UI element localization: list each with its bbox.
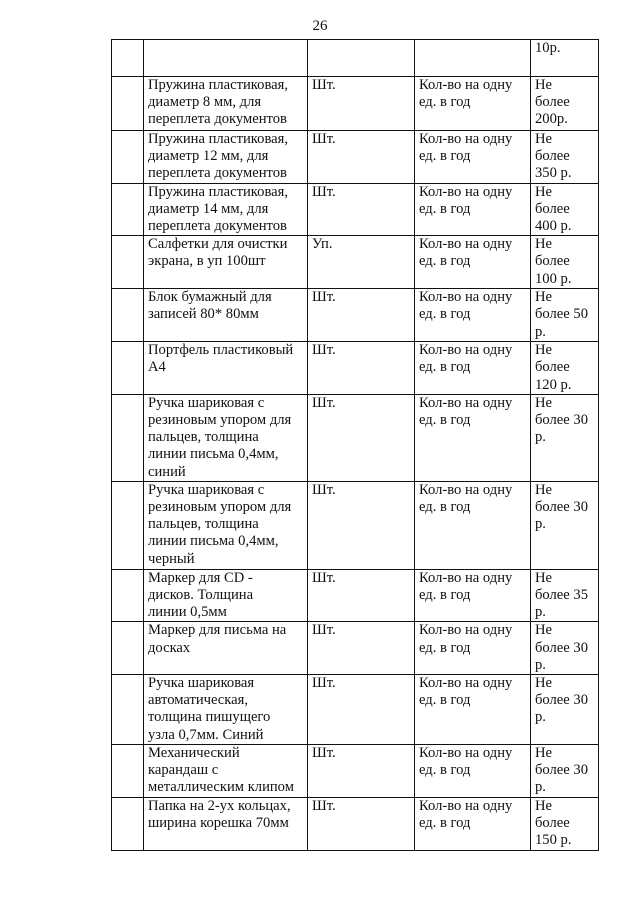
price-cell xyxy=(531,394,599,481)
table-row xyxy=(112,675,599,745)
cell-text: Шт. xyxy=(312,394,336,411)
cell-line: ед. в год xyxy=(419,692,471,709)
cell-text: Шт. xyxy=(312,622,336,639)
cell-line: Кол-во на одну xyxy=(419,77,513,93)
cell-line: более xyxy=(535,814,570,831)
cell-line: 200р. xyxy=(535,111,568,128)
cell-line: А4 xyxy=(148,359,166,376)
table-row xyxy=(112,40,599,77)
quantity-cell xyxy=(415,77,531,131)
cell-line: толщина пишущего xyxy=(148,709,271,726)
table-body xyxy=(112,40,599,851)
cell-line: р. xyxy=(535,779,546,796)
cell-line: Кол-во на одну xyxy=(419,236,513,253)
cell-line: Кол-во на одну xyxy=(419,342,513,359)
row-number-cell xyxy=(112,289,144,342)
cell-line: Маркер для письма на xyxy=(148,622,287,639)
cell-text: Уп. xyxy=(312,236,333,253)
quantity-cell xyxy=(415,569,531,622)
unit-cell xyxy=(308,77,415,131)
cell-line: Ручка шариковая с xyxy=(148,394,265,411)
cell-line: Портфель пластиковый xyxy=(148,342,294,359)
cell-line: р. xyxy=(535,323,546,340)
cell-line: экрана, в уп 100шт xyxy=(148,253,266,270)
cell-line: Не xyxy=(535,183,553,200)
cell-line: ед. в год xyxy=(419,94,471,111)
cell-line: ед. в год xyxy=(419,412,471,429)
row-number-cell xyxy=(112,797,144,850)
cell-line: ширина корешка 70мм xyxy=(148,814,289,831)
table-row xyxy=(112,342,599,395)
cell-line: Блок бумажный для xyxy=(148,289,272,306)
item-name-cell xyxy=(144,236,308,289)
cell-line: ед. в год xyxy=(419,814,471,831)
cell-line: р. xyxy=(535,709,546,726)
cell-line: ед. в год xyxy=(419,639,471,656)
cell-line: ед. в год xyxy=(419,359,471,376)
table-row xyxy=(112,77,599,131)
unit-cell xyxy=(308,394,415,481)
item-name-cell xyxy=(144,675,308,745)
cell-line: линии 0,5мм xyxy=(148,604,227,621)
table-row xyxy=(112,797,599,850)
row-number-cell xyxy=(112,183,144,236)
cell-line: Кол-во на одну xyxy=(419,569,513,586)
unit-cell xyxy=(308,40,415,77)
cell-text: Шт. xyxy=(312,675,336,692)
item-name-cell xyxy=(144,745,308,798)
row-number-cell xyxy=(112,622,144,675)
cell-line: ед. в год xyxy=(419,253,471,270)
cell-line: более xyxy=(535,200,570,217)
item-name-cell xyxy=(144,797,308,850)
item-name-cell xyxy=(144,289,308,342)
quantity-cell xyxy=(415,183,531,236)
price-cell xyxy=(531,622,599,675)
quantity-cell xyxy=(415,342,531,395)
cell-line: узла 0,7мм. Синий xyxy=(148,726,264,743)
cell-line: переплета документов xyxy=(148,165,287,182)
row-number-cell xyxy=(112,342,144,395)
table-row xyxy=(112,481,599,569)
cell-line: р. xyxy=(535,516,546,533)
cell-line: Кол-во на одну xyxy=(419,131,513,147)
cell-line: диаметр 8 мм, для xyxy=(148,94,262,111)
price-cell xyxy=(531,77,599,131)
cell-line: Пружина пластиковая, xyxy=(148,183,288,200)
cell-line: Не xyxy=(535,236,553,253)
quantity-cell xyxy=(415,622,531,675)
cell-line: более 30 xyxy=(535,762,589,779)
cell-line: ед. в год xyxy=(419,148,471,165)
cell-line: досках xyxy=(148,639,191,656)
unit-cell xyxy=(308,236,415,289)
row-number-cell xyxy=(112,40,144,77)
price-cell xyxy=(531,569,599,622)
cell-line: Кол-во на одну xyxy=(419,675,513,692)
cell-line: Пружина пластиковая, xyxy=(148,77,288,93)
row-number-cell xyxy=(112,394,144,481)
cell-line: линии письма 0,4мм, xyxy=(148,533,279,550)
unit-cell xyxy=(308,797,415,850)
cell-line: резиновым упором для xyxy=(148,499,292,516)
price-cell xyxy=(531,675,599,745)
cell-line: 120 р. xyxy=(535,376,572,393)
cell-line: Не xyxy=(535,569,553,586)
table-row xyxy=(112,569,599,622)
cell-line: Не xyxy=(535,675,553,692)
unit-cell xyxy=(308,569,415,622)
price-cell xyxy=(531,797,599,850)
unit-cell xyxy=(308,622,415,675)
page-number: 26 xyxy=(312,18,328,34)
table-row xyxy=(112,394,599,481)
cell-line: переплета документов xyxy=(148,218,287,235)
price-cell xyxy=(531,342,599,395)
cell-line: более 30 xyxy=(535,412,589,429)
unit-cell xyxy=(308,675,415,745)
unit-cell xyxy=(308,342,415,395)
cell-line: ед. в год xyxy=(419,200,471,217)
cell-line: р. xyxy=(535,604,546,621)
row-number-cell xyxy=(112,569,144,622)
cell-text: Шт. xyxy=(312,131,336,147)
item-name-cell xyxy=(144,40,308,77)
table-row xyxy=(112,131,599,184)
cell-line: 10р. xyxy=(535,40,561,56)
table-row xyxy=(112,236,599,289)
cell-line: черный xyxy=(148,550,195,567)
cell-text: Шт. xyxy=(312,569,336,586)
cell-line: Не xyxy=(535,131,553,147)
cell-line: Не xyxy=(535,481,553,498)
quantity-cell xyxy=(415,40,531,77)
table-row xyxy=(112,745,599,798)
price-cell xyxy=(531,183,599,236)
cell-line: Салфетки для очистки xyxy=(148,236,288,253)
cell-text: Шт. xyxy=(312,342,336,359)
row-number-cell xyxy=(112,236,144,289)
cell-line: 350 р. xyxy=(535,165,572,182)
cell-line: Ручка шариковая с xyxy=(148,481,265,498)
cell-line: более 30 xyxy=(535,692,589,709)
cell-text: Шт. xyxy=(312,183,336,200)
row-number-cell xyxy=(112,745,144,798)
item-name-cell xyxy=(144,131,308,184)
row-number-cell xyxy=(112,77,144,131)
cell-line: диаметр 12 мм, для xyxy=(148,148,269,165)
cell-line: более 30 xyxy=(535,639,589,656)
cell-line: дисков. Толщина xyxy=(148,587,254,604)
cell-line: Кол-во на одну xyxy=(419,289,513,306)
unit-cell xyxy=(308,183,415,236)
quantity-cell xyxy=(415,131,531,184)
cell-text: Шт. xyxy=(312,745,336,762)
quantity-cell xyxy=(415,481,531,569)
cell-line: Ручка шариковая xyxy=(148,675,255,692)
cell-line: Механический xyxy=(148,745,240,762)
cell-line: Не xyxy=(535,745,553,762)
cell-line: Пружина пластиковая, xyxy=(148,131,288,147)
table-row xyxy=(112,622,599,675)
unit-cell xyxy=(308,289,415,342)
price-cell xyxy=(531,236,599,289)
quantity-cell xyxy=(415,394,531,481)
cell-line: Маркер для CD - xyxy=(148,569,253,586)
item-name-cell xyxy=(144,183,308,236)
cell-line: ед. в год xyxy=(419,587,471,604)
price-cell xyxy=(531,481,599,569)
cell-line: Не xyxy=(535,797,553,814)
cell-line: р. xyxy=(535,656,546,673)
cell-line: ед. в год xyxy=(419,762,471,779)
cell-line: Папка на 2-ух кольцах, xyxy=(148,797,291,814)
cell-text: Шт. xyxy=(312,481,336,498)
cell-line: Кол-во на одну xyxy=(419,797,513,814)
price-cell xyxy=(531,40,599,77)
item-name-cell xyxy=(144,481,308,569)
cell-line: Кол-во на одну xyxy=(419,183,513,200)
item-name-cell xyxy=(144,569,308,622)
cell-line: Не xyxy=(535,394,553,411)
cell-line: более xyxy=(535,253,570,270)
quantity-cell xyxy=(415,289,531,342)
cell-line: более 35 xyxy=(535,587,589,604)
table-row xyxy=(112,289,599,342)
cell-text: Шт. xyxy=(312,289,336,306)
cell-line: Не xyxy=(535,622,553,639)
supplies-table xyxy=(111,39,599,851)
cell-line: 150 р. xyxy=(535,832,572,849)
quantity-cell xyxy=(415,675,531,745)
item-name-cell xyxy=(144,77,308,131)
cell-line: Кол-во на одну xyxy=(419,622,513,639)
cell-line: р. xyxy=(535,429,546,446)
cell-line: более 30 xyxy=(535,499,589,516)
quantity-cell xyxy=(415,797,531,850)
cell-line: переплета документов xyxy=(148,111,287,128)
price-cell xyxy=(531,745,599,798)
cell-line: Не xyxy=(535,289,553,306)
cell-line: автоматическая, xyxy=(148,692,248,709)
cell-line: более xyxy=(535,148,570,165)
cell-line: резиновым упором для xyxy=(148,412,292,429)
row-number-cell xyxy=(112,131,144,184)
cell-line: пальцев, толщина xyxy=(148,429,259,446)
cell-line: Кол-во на одну xyxy=(419,394,513,411)
cell-line: карандаш с xyxy=(148,762,219,779)
item-name-cell xyxy=(144,394,308,481)
quantity-cell xyxy=(415,745,531,798)
cell-text: Шт. xyxy=(312,797,336,814)
cell-line: металлическим клипом xyxy=(148,779,294,796)
quantity-cell xyxy=(415,236,531,289)
cell-line: пальцев, толщина xyxy=(148,516,259,533)
cell-line: Не xyxy=(535,77,553,93)
cell-line: более xyxy=(535,94,570,111)
unit-cell xyxy=(308,131,415,184)
cell-line: 400 р. xyxy=(535,218,572,235)
unit-cell xyxy=(308,481,415,569)
cell-text: Шт. xyxy=(312,77,336,93)
cell-line: Кол-во на одну xyxy=(419,745,513,762)
row-number-cell xyxy=(112,481,144,569)
cell-line: ед. в год xyxy=(419,499,471,516)
cell-line: записей 80* 80мм xyxy=(148,306,259,323)
cell-line: Кол-во на одну xyxy=(419,481,513,498)
cell-line: линии письма 0,4мм, xyxy=(148,446,279,463)
cell-line: диаметр 14 мм, для xyxy=(148,200,269,217)
cell-line: более xyxy=(535,359,570,376)
cell-line: Не xyxy=(535,342,553,359)
row-number-cell xyxy=(112,675,144,745)
cell-line: более 50 xyxy=(535,306,589,323)
item-name-cell xyxy=(144,342,308,395)
price-cell xyxy=(531,289,599,342)
cell-line: 100 р. xyxy=(535,270,572,287)
cell-line: ед. в год xyxy=(419,306,471,323)
price-cell xyxy=(531,131,599,184)
item-name-cell xyxy=(144,622,308,675)
unit-cell xyxy=(308,745,415,798)
cell-line: синий xyxy=(148,463,186,480)
table-row xyxy=(112,183,599,236)
